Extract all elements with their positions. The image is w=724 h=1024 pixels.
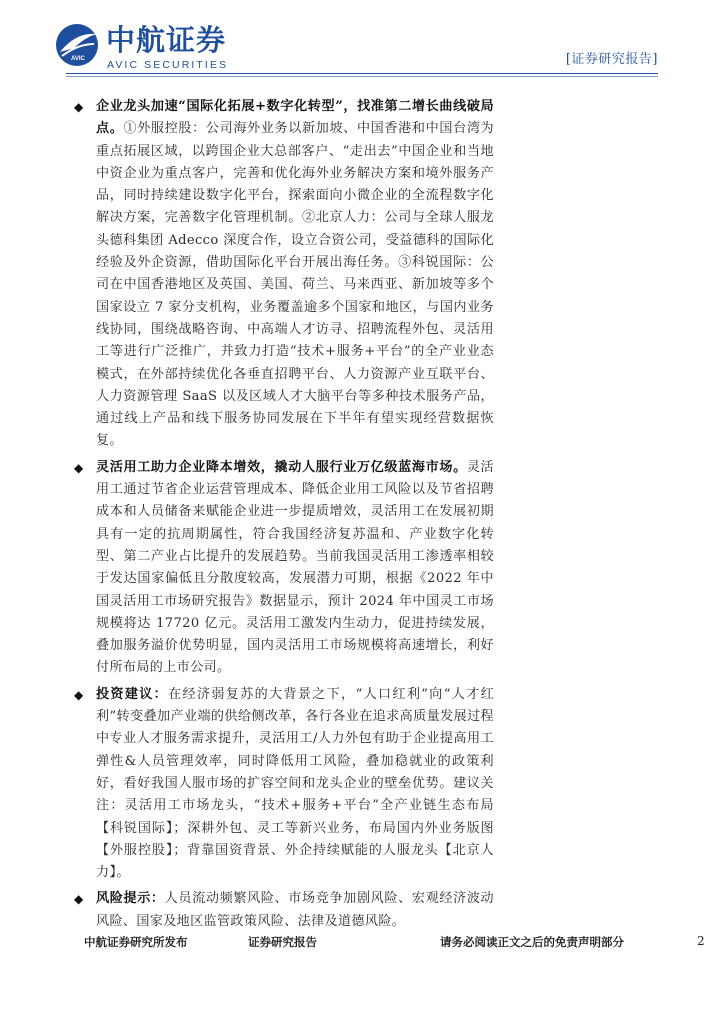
header-divider-thin [66, 76, 658, 77]
bullet-heading: 风险提示： [96, 891, 165, 907]
report-body [74, 96, 494, 937]
bullet-text: ①外服控股：公司海外业务以新加坡、中国香港和中国台湾为重点拓展区域，以跨国企业大总部客户、“走出去”中国企业和当地中资企业为重点客户，完善和优化海外业务解决方案和境外服务产品，同时持续建设数字化平台，探索面向小微企业的全流程数字化解决方案，完善数字化管理机制。②北京人力：公司与全球人服龙头德科集团 Adecco 深度合作，设立合资公司，受益德科的国际化经验及外企资源，借助国际化平台开展出海任务。③科锐国际：公司在中国香港地区及英国、美国、荷兰、马来西亚、新加坡等多个国家设立 7 家分支机构，业务覆盖逾多个国家和地区，与国内业务线协同，围绕战略咨询、中高端人才访寻、招聘流程外包、灵活用工等进行广泛推广，并致力打造“技术+服务+平台”的全产业业态模式，在外部持续优化各垂直招聘平台、人力资源产业互联平台、人力资源管理 SaaS 以及区域人才大脑平台等多种技术服务产品，通过线上产品和线下服务协同发展在下半年有望实现经营数据恢复。 [96, 121, 494, 449]
page-header [0, 0, 724, 100]
bullet-international-digital [74, 96, 494, 453]
bullet-heading: 企业龙头加速“国际化拓展+数字化转型”，找准第二增长曲线破局点。 [96, 99, 494, 137]
logo-chinese-name: 中航证券 [106, 23, 227, 57]
company-logo [54, 22, 254, 74]
diamond-bullet-icon: ◆ [74, 100, 84, 114]
diamond-bullet-icon: ◆ [74, 687, 84, 702]
footer-disclaimer: 请务必阅读正文之后的免责声明部分 [440, 935, 624, 949]
report-type-label: [证券研究报告] [565, 52, 658, 67]
bullet-text: 人员流动频繁风险、市场竞争加剧风险、宏观经济波动风险、国家及地区监管政策风险、法律及道德风险。 [96, 891, 494, 929]
footer-publisher: 中航证券研究所发布 [84, 935, 188, 949]
bullet-heading: 投资建议： [96, 686, 169, 702]
page-footer [0, 934, 724, 964]
diamond-bullet-icon: ◆ [74, 892, 84, 907]
bullet-text: 灵活用工通过节省企业运营管理成本、降低企业用工风险以及节省招聘成本和人员储备来赋能企业进一步提质增效，灵活用工在发展初期具有一定的抗周期属性，符合我国经济复苏温和、产业数字化转型、第二产业占比提升的发展趋势。当前我国灵活用工渗透率相较于发达国家偏低且分散度较高，发展潜力可期，根据《2022 年中国灵活用工市场研究报告》数据显示，预计 2024 年中国灵工市场规模将达 17720 亿元。灵活用工激发内生动力，促进持续发展，叠加服务溢价优势明显，国内灵活用工市场规模将高速增长，利好付所布局的上市公司。 [96, 459, 495, 676]
logo-english-name: AVIC SECURITIES [107, 59, 229, 71]
avic-emblem-icon [54, 22, 100, 68]
bullet-investment-advice [74, 684, 494, 885]
bullet-heading: 灵活用工助力企业降本增效，撬动人服行业万亿级蓝海市场。 [96, 459, 467, 475]
bullet-risk-warning [74, 888, 494, 933]
header-divider [66, 73, 658, 74]
footer-doc-type: 证券研究报告 [248, 935, 317, 949]
page-number: 2 [697, 934, 705, 948]
bullet-flexible-employment [74, 457, 494, 680]
logo-badge-text: AVIC [71, 56, 85, 62]
bullet-text: 在经济弱复苏的大背景之下，“人口红利”向“人才红利”转变叠加产业端的供给侧改革，各行各业在追求高质量发展过程中专业人才服务需求提升，灵活用工/人力外包有助于企业提高用工弹性&人员管理效率，同时降低用工风险，叠加稳就业的政策利好，看好我国人服市场的扩容空间和龙头企业的壁垒优势。建议关注：灵活用工市场龙头，“技术+服务+平台”全产业链生态布局【科锐国际】；深耕外包、灵工等新兴业务，布局国内外业务版图【外服控股】；背靠国资背景、外企持续赋能的人服龙头【北京人力】。 [96, 686, 495, 881]
diamond-bullet-icon: ◆ [74, 460, 84, 475]
